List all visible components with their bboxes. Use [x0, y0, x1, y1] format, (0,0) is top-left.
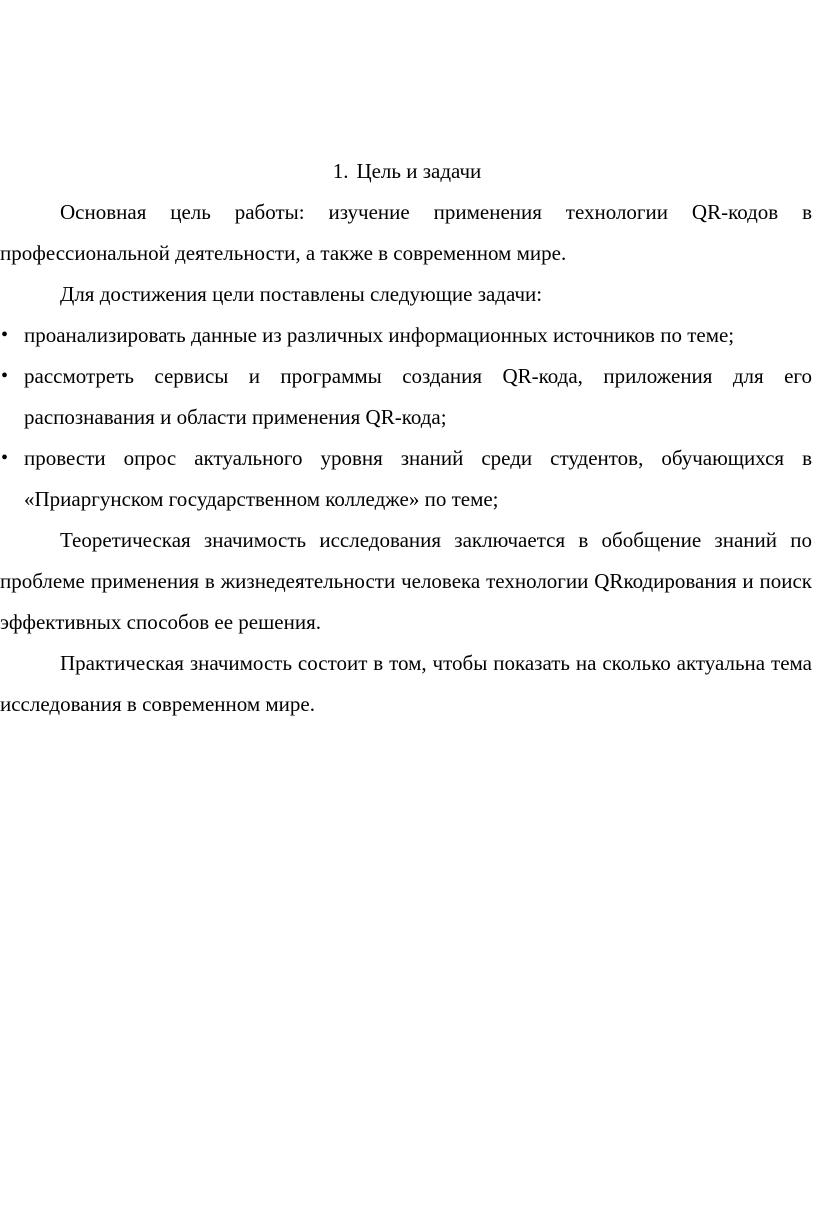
list-item-text: проанализировать данные из различных информационных источников по теме; — [24, 323, 735, 347]
section-title: Цель и задачи — [356, 159, 482, 183]
list-item-text: провести опрос актуального уровня знаний среди студентов, обучающихся в «Приаргунском государственном колледже» по теме; — [24, 446, 812, 511]
practical-significance-paragraph: Практическая значимость состоит в том, чтобы показать на сколько актуальна тема исследования в современном мире. — [0, 651, 812, 716]
section-heading — [0, 151, 812, 192]
bullet-icon: • — [1, 365, 9, 387]
tasks-list — [0, 315, 812, 520]
goal-paragraph: Основная цель работы: изучение применения технологии QR-кодов в профессиональной деятельности, а также в современном мире. — [0, 200, 812, 265]
list-item — [0, 315, 812, 356]
bullet-icon: • — [1, 447, 9, 469]
document-content — [0, 151, 812, 725]
tasks-intro-paragraph: Для достижения цели поставлены следующие задачи: — [60, 282, 543, 306]
list-item — [0, 356, 812, 438]
list-item-text: рассмотреть сервисы и программы создания QR-кода, приложения для его распознавания и области применения QR-кода; — [24, 364, 812, 429]
list-item — [0, 438, 812, 520]
section-number: 1. — [332, 159, 349, 183]
theoretical-significance-paragraph: Теоретическая значимость исследования заключается в обобщение знаний по проблеме применения в жизнедеятельности человека технологии QRкодирования и поиск эффективных способов ее решения. — [0, 528, 812, 634]
bullet-icon: • — [1, 324, 9, 346]
